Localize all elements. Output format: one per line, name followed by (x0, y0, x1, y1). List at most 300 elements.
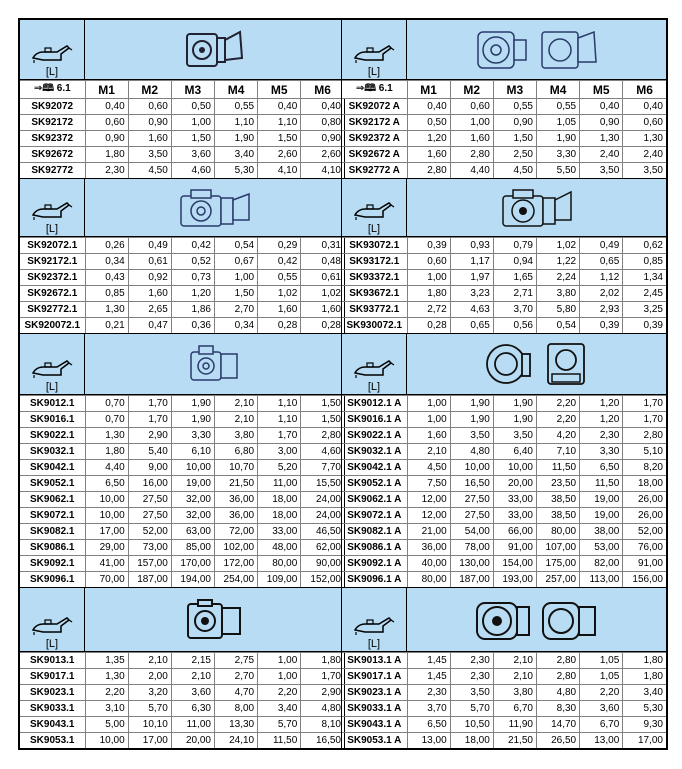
value-cell: 2,80 (536, 669, 579, 685)
value-cell: 2,20 (536, 396, 579, 412)
value-cell: 53,00 (580, 540, 623, 556)
value-cell: 4,40 (85, 460, 128, 476)
value-cell: 33,00 (493, 492, 536, 508)
value-cell: 27,50 (450, 508, 493, 524)
table-row (342, 396, 666, 412)
value-cell: 26,50 (536, 733, 579, 749)
value-cell: 1,80 (301, 653, 344, 669)
model-cell: SK9062.1 (20, 492, 85, 508)
oil-quantity-label (342, 20, 407, 79)
value-cell: 2,80 (450, 147, 493, 163)
table-row (342, 460, 666, 476)
value-cell: 80,00 (258, 556, 301, 572)
value-cell: 0,94 (493, 254, 536, 270)
model-cell: SK9082.1 (20, 524, 85, 540)
value-cell: 193,00 (493, 572, 536, 588)
model-cell: SK9072.1 A (342, 508, 407, 524)
value-cell: 2,20 (536, 412, 579, 428)
table-row (20, 444, 344, 460)
value-cell: 3,50 (450, 685, 493, 701)
value-cell: 1,90 (171, 396, 214, 412)
model-cell: SK93372.1 (342, 270, 407, 286)
value-cell: 1,90 (493, 412, 536, 428)
value-cell: 1,97 (450, 270, 493, 286)
value-cell: 0,55 (536, 99, 579, 115)
value-cell: 10,70 (214, 460, 257, 476)
table-row (20, 492, 344, 508)
value-cell: 21,00 (407, 524, 450, 540)
model-cell: SK92372 A (342, 131, 407, 147)
model-cell: SK9086.1 A (342, 540, 407, 556)
table-row (342, 669, 666, 685)
value-cell: 11,50 (258, 733, 301, 749)
value-cell: 4,80 (301, 701, 344, 717)
value-cell: 1,00 (450, 115, 493, 131)
model-cell: SK9062.1 A (342, 492, 407, 508)
value-cell: 1,50 (301, 396, 344, 412)
model-cell: SK92072 (20, 99, 85, 115)
table-row (342, 147, 666, 163)
oil-quantity-label (342, 334, 407, 394)
value-cell: 1,02 (301, 286, 344, 302)
oil-can-icon (31, 612, 73, 636)
value-cell: 2,30 (580, 428, 623, 444)
value-cell: 13,00 (407, 733, 450, 749)
value-cell: 0,70 (85, 412, 128, 428)
value-cell: 13,00 (580, 733, 623, 749)
model-cell: SK92672 (20, 147, 85, 163)
value-cell: 187,00 (128, 572, 171, 588)
value-cell: 48,00 (258, 540, 301, 556)
value-cell: 0,43 (85, 270, 128, 286)
value-cell: 1,80 (85, 147, 128, 163)
value-cell: 1,60 (128, 131, 171, 147)
value-cell: 1,70 (301, 669, 344, 685)
value-cell: 3,40 (214, 147, 257, 163)
table-row (20, 572, 344, 588)
table-row (342, 163, 666, 179)
table-row (20, 238, 344, 254)
value-cell: 1,34 (623, 270, 666, 286)
table-row (342, 556, 666, 572)
value-cell: 0,26 (85, 238, 128, 254)
model-cell: SK9032.1 A (342, 444, 407, 460)
value-cell: 2,72 (407, 302, 450, 318)
value-cell: 6,10 (171, 444, 214, 460)
value-cell: 1,00 (407, 270, 450, 286)
table-row (20, 99, 344, 115)
value-cell: 254,00 (214, 572, 257, 588)
table-row (342, 444, 666, 460)
reference-link[interactable]: ⇒🕮 6.1 (20, 81, 85, 99)
motor-header (20, 334, 344, 395)
value-cell: 1,60 (301, 302, 344, 318)
value-cell: 6,50 (580, 460, 623, 476)
value-cell: 10,00 (450, 460, 493, 476)
value-cell: 2,10 (128, 653, 171, 669)
value-cell: 2,80 (536, 653, 579, 669)
table-row (342, 131, 666, 147)
motor-header (20, 179, 344, 237)
value-cell: 1,70 (128, 412, 171, 428)
value-cell: 7,10 (536, 444, 579, 460)
value-cell: 187,00 (450, 572, 493, 588)
oil-can-icon (353, 40, 395, 64)
value-cell: 17,00 (128, 733, 171, 749)
value-cell: 0,60 (623, 115, 666, 131)
value-cell: 2,90 (301, 685, 344, 701)
model-cell: SK930072.1 (342, 318, 407, 334)
value-cell: 1,60 (258, 302, 301, 318)
right-group-1 (342, 179, 666, 334)
value-cell: 0,39 (623, 318, 666, 334)
value-cell: 1,70 (623, 396, 666, 412)
model-cell: SK93072.1 (342, 238, 407, 254)
table-row (20, 163, 344, 179)
value-cell: 1,17 (450, 254, 493, 270)
left-group-1 (20, 179, 344, 334)
model-cell: SK9053.1 A (342, 733, 407, 749)
value-cell: 4,20 (536, 428, 579, 444)
value-cell: 2,65 (128, 302, 171, 318)
value-cell: 3,30 (171, 428, 214, 444)
motor-header (342, 588, 666, 652)
oil-quantity-label (20, 179, 85, 236)
table-row (20, 717, 344, 733)
model-cell: SK9096.1 (20, 572, 85, 588)
value-cell: 38,00 (580, 524, 623, 540)
value-cell: 3,60 (580, 701, 623, 717)
value-cell: 17,00 (623, 733, 666, 749)
value-cell: 6,70 (580, 717, 623, 733)
value-cell: 5,40 (128, 444, 171, 460)
value-cell: 5,10 (623, 444, 666, 460)
value-cell: 1,50 (171, 131, 214, 147)
value-cell: 1,00 (171, 115, 214, 131)
model-cell: SK9012.1 (20, 396, 85, 412)
value-cell: 36,00 (214, 492, 257, 508)
value-cell: 1,60 (450, 131, 493, 147)
value-cell: 3,60 (171, 685, 214, 701)
liter-unit: [L] (367, 223, 381, 235)
value-cell: 12,00 (407, 508, 450, 524)
value-cell: 2,20 (258, 685, 301, 701)
value-cell: 3,10 (85, 701, 128, 717)
table-row (342, 115, 666, 131)
table-row (20, 412, 344, 428)
table-row (20, 131, 344, 147)
table-row (342, 492, 666, 508)
value-cell: 1,20 (580, 412, 623, 428)
value-cell: 0,50 (171, 99, 214, 115)
table-row (20, 428, 344, 444)
model-cell: SK92172 (20, 115, 85, 131)
value-cell: 2,75 (214, 653, 257, 669)
value-cell: 21,50 (214, 476, 257, 492)
value-cell: 2,24 (536, 270, 579, 286)
value-cell: 1,60 (407, 428, 450, 444)
value-cell: 1,05 (580, 653, 623, 669)
table-row (20, 147, 344, 163)
table-row (20, 254, 344, 270)
value-cell: 0,49 (580, 238, 623, 254)
table-row (342, 572, 666, 588)
value-cell: 4,50 (407, 460, 450, 476)
value-cell: 3,23 (450, 286, 493, 302)
table-row (342, 254, 666, 270)
motor-header (342, 179, 666, 237)
value-cell: 76,00 (623, 540, 666, 556)
oil-table (20, 237, 344, 333)
table-row (342, 685, 666, 701)
motor-header (20, 588, 344, 652)
value-cell: 1,00 (258, 669, 301, 685)
model-cell: SK9086.1 (20, 540, 85, 556)
liter-unit: [L] (367, 638, 381, 650)
value-cell: 2,15 (171, 653, 214, 669)
value-cell: 0,47 (128, 318, 171, 334)
value-cell: 5,30 (214, 163, 257, 179)
value-cell: 0,36 (171, 318, 214, 334)
value-cell: 0,50 (407, 115, 450, 131)
oil-table (20, 395, 344, 587)
value-cell: 4,63 (450, 302, 493, 318)
oil-can-icon (353, 612, 395, 636)
column-header: M1 (85, 81, 128, 99)
table-row (20, 685, 344, 701)
value-cell: 11,00 (171, 717, 214, 733)
value-cell: 10,00 (85, 508, 128, 524)
value-cell: 0,54 (214, 238, 257, 254)
value-cell: 23,50 (536, 476, 579, 492)
value-cell: 0,49 (128, 238, 171, 254)
value-cell: 152,00 (301, 572, 344, 588)
value-cell: 6,50 (407, 717, 450, 733)
value-cell: 3,70 (493, 302, 536, 318)
value-cell: 0,28 (407, 318, 450, 334)
value-cell: 1,10 (258, 396, 301, 412)
table-row (342, 540, 666, 556)
value-cell: 2,10 (214, 412, 257, 428)
value-cell: 107,00 (536, 540, 579, 556)
model-cell: SK92172.1 (20, 254, 85, 270)
column-header: M3 (493, 81, 536, 99)
value-cell: 36,00 (407, 540, 450, 556)
value-cell: 54,00 (450, 524, 493, 540)
model-cell: SK92072 A (342, 99, 407, 115)
value-cell: 1,30 (85, 302, 128, 318)
value-cell: 0,34 (214, 318, 257, 334)
value-cell: 1,20 (580, 396, 623, 412)
model-cell: SK9017.1 A (342, 669, 407, 685)
value-cell: 0,42 (258, 254, 301, 270)
value-cell: 0,52 (171, 254, 214, 270)
value-cell: 1,10 (258, 115, 301, 131)
value-cell: 3,80 (536, 286, 579, 302)
motor-header (20, 20, 344, 80)
value-cell: 10,00 (171, 460, 214, 476)
value-cell: 4,10 (301, 163, 344, 179)
value-cell: 2,30 (407, 685, 450, 701)
oil-quantity-label (20, 334, 85, 394)
value-cell: 1,30 (85, 428, 128, 444)
table-row (342, 476, 666, 492)
model-cell: SK9072.1 (20, 508, 85, 524)
oil-table (20, 652, 344, 748)
value-cell: 0,61 (128, 254, 171, 270)
value-cell: 7,70 (301, 460, 344, 476)
value-cell: 2,90 (128, 428, 171, 444)
value-cell: 10,50 (450, 717, 493, 733)
value-cell: 0,29 (258, 238, 301, 254)
table-row (342, 701, 666, 717)
liter-unit: [L] (45, 66, 59, 78)
value-cell: 6,40 (493, 444, 536, 460)
motor-header (342, 20, 666, 80)
oil-table (342, 237, 666, 333)
value-cell: 24,00 (301, 492, 344, 508)
value-cell: 1,30 (623, 131, 666, 147)
value-cell: 257,00 (536, 572, 579, 588)
value-cell: 17,00 (85, 524, 128, 540)
value-cell: 1,02 (536, 238, 579, 254)
oil-can-icon (353, 197, 395, 221)
value-cell: 1,90 (493, 396, 536, 412)
value-cell: 72,00 (214, 524, 257, 540)
value-cell: 1,10 (214, 115, 257, 131)
value-cell: 0,65 (450, 318, 493, 334)
table-row (20, 396, 344, 412)
value-cell: 2,20 (580, 685, 623, 701)
value-cell: 4,60 (171, 163, 214, 179)
table-row (20, 302, 344, 318)
value-cell: 2,71 (493, 286, 536, 302)
model-cell: SK93672.1 (342, 286, 407, 302)
value-cell: 2,02 (580, 286, 623, 302)
liter-unit: [L] (45, 381, 59, 393)
model-cell: SK9082.1 A (342, 524, 407, 540)
column-header: M5 (580, 81, 623, 99)
value-cell: 9,00 (128, 460, 171, 476)
value-cell: 2,80 (407, 163, 450, 179)
gear-motor-drawing (407, 20, 666, 79)
value-cell: 27,50 (450, 492, 493, 508)
value-cell: 175,00 (536, 556, 579, 572)
value-cell: 1,45 (407, 653, 450, 669)
table-row (342, 270, 666, 286)
value-cell: 2,40 (580, 147, 623, 163)
table-row (342, 733, 666, 749)
value-cell: 1,05 (580, 669, 623, 685)
value-cell: 3,50 (450, 428, 493, 444)
model-cell: SK9023.1 (20, 685, 85, 701)
value-cell: 194,00 (171, 572, 214, 588)
table-row (342, 238, 666, 254)
model-cell: SK9043.1 (20, 717, 85, 733)
value-cell: 1,70 (128, 396, 171, 412)
value-cell: 11,90 (493, 717, 536, 733)
value-cell: 13,30 (214, 717, 257, 733)
value-cell: 1,50 (258, 131, 301, 147)
value-cell: 16,50 (301, 733, 344, 749)
value-cell: 2,60 (301, 147, 344, 163)
value-cell: 3,50 (623, 163, 666, 179)
value-cell: 2,20 (85, 685, 128, 701)
value-cell: 1,80 (85, 444, 128, 460)
value-cell: 3,80 (214, 428, 257, 444)
value-cell: 0,39 (407, 238, 450, 254)
value-cell: 1,05 (536, 115, 579, 131)
reference-link[interactable]: ⇒🕮 6.1 (342, 81, 407, 99)
table-row (20, 460, 344, 476)
table-row (20, 653, 344, 669)
value-cell: 32,00 (171, 508, 214, 524)
table-row (342, 302, 666, 318)
right-table (341, 18, 668, 750)
model-cell: SK92672.1 (20, 286, 85, 302)
table-row (20, 540, 344, 556)
table-row (20, 286, 344, 302)
table-row (342, 717, 666, 733)
value-cell: 8,10 (301, 717, 344, 733)
liter-unit: [L] (367, 66, 381, 78)
value-cell: 16,00 (128, 476, 171, 492)
value-cell: 0,40 (623, 99, 666, 115)
model-cell: SK9042.1 (20, 460, 85, 476)
model-cell: SK9016.1 (20, 412, 85, 428)
gear-motor-drawing (407, 179, 666, 236)
value-cell: 1,50 (214, 286, 257, 302)
model-cell: SK9012.1 A (342, 396, 407, 412)
value-cell: 10,10 (128, 717, 171, 733)
right-group-3 (342, 588, 666, 748)
model-cell: SK9052.1 A (342, 476, 407, 492)
value-cell: 0,54 (536, 318, 579, 334)
value-cell: 0,90 (580, 115, 623, 131)
value-cell: 0,31 (301, 238, 344, 254)
value-cell: 0,65 (580, 254, 623, 270)
value-cell: 2,10 (407, 444, 450, 460)
value-cell: 1,70 (623, 412, 666, 428)
left-group-3 (20, 588, 344, 748)
table-row (342, 524, 666, 540)
value-cell: 1,00 (258, 653, 301, 669)
liter-unit: [L] (367, 381, 381, 393)
value-cell: 5,00 (85, 717, 128, 733)
value-cell: 2,10 (493, 669, 536, 685)
model-cell: SK9042.1 A (342, 460, 407, 476)
value-cell: 80,00 (407, 572, 450, 588)
value-cell: 0,40 (85, 99, 128, 115)
value-cell: 9,30 (623, 717, 666, 733)
table-row (20, 669, 344, 685)
gear-motor-drawing (85, 20, 344, 79)
value-cell: 38,50 (536, 508, 579, 524)
value-cell: 91,00 (623, 556, 666, 572)
value-cell: 0,55 (214, 99, 257, 115)
table-row (20, 701, 344, 717)
left-group-2 (20, 334, 344, 588)
model-cell: SK9023.1 A (342, 685, 407, 701)
oil-quantity-label (342, 588, 407, 651)
value-cell: 2,10 (214, 396, 257, 412)
model-cell: SK9013.1 (20, 653, 85, 669)
value-cell: 5,80 (536, 302, 579, 318)
model-cell: SK9053.1 (20, 733, 85, 749)
table-row (20, 476, 344, 492)
value-cell: 5,70 (258, 717, 301, 733)
column-header: M2 (450, 81, 493, 99)
